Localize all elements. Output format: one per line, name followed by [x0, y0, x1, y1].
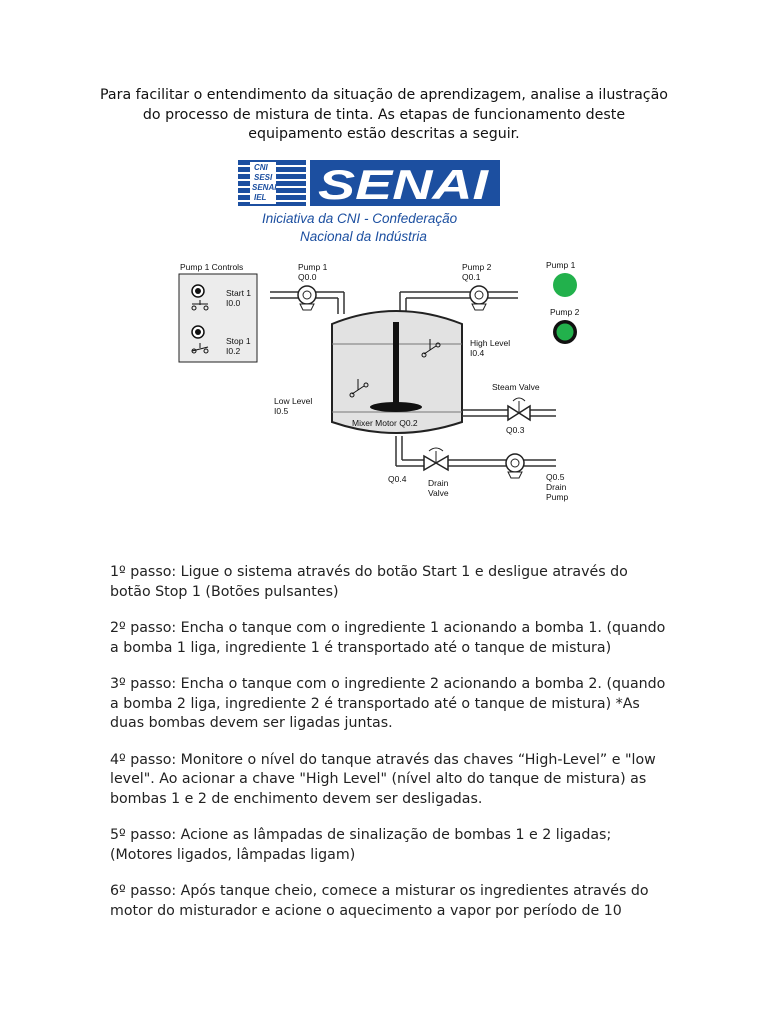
stop1-address: I0.2: [226, 346, 241, 356]
step-1: 1º passo: Ligue o sistema através do botão Start 1 e desligue através do botão Stop 1 (Botões pulsantes): [110, 564, 628, 600]
low-level-label: Low Level: [274, 396, 313, 406]
lamp-pump2-label: Pump 2: [550, 307, 580, 317]
pump1-indicator-lamp: [553, 273, 577, 297]
drain-pump-symbol: [506, 454, 524, 478]
stop1-button[interactable]: [192, 326, 204, 338]
start1-address: I0.0: [226, 298, 241, 308]
intro-paragraph: Para facilitar o entendimento da situação de aprendizagem, analise a ilustração do processo de mistura de tinta. As etapas de funcionamento deste equipamento estão descritas a seguir.: [100, 87, 668, 142]
steam-valve-symbol: [508, 398, 530, 420]
drain-valve-address: Q0.4: [388, 474, 407, 484]
logo-sesi: SESI: [254, 173, 273, 182]
drain-pump-label-2: Pump: [546, 492, 569, 502]
pump1-address: Q0.0: [298, 272, 317, 282]
logo-senai-small: SENAI: [252, 183, 277, 192]
stop1-label: Stop 1: [226, 336, 251, 346]
logo-iel: IEL: [254, 193, 267, 202]
senai-logo: [238, 158, 500, 244]
mixer-shaft: [393, 322, 399, 406]
drain-piping: [396, 436, 556, 466]
pump1-symbol: [298, 286, 316, 310]
pump2-address: Q0.1: [462, 272, 481, 282]
high-level-label: High Level: [470, 338, 511, 348]
pump2-symbol: [470, 286, 488, 310]
mixer-impeller: [370, 402, 422, 412]
pump2-indicator-lamp: [557, 324, 574, 341]
start1-button[interactable]: [192, 285, 204, 297]
logo-cni: CNI: [254, 163, 268, 172]
drain-pump-label-1: Drain: [546, 482, 567, 492]
step-5: 5º passo: Acione as lâmpadas de sinalização de bombas 1 e 2 ligadas; (Motores ligados, lâmpadas ligam): [110, 827, 612, 863]
pump2-label: Pump 2: [462, 262, 492, 272]
drain-valve-label-2: Valve: [428, 488, 449, 498]
logo-tagline-1: Iniciativa da CNI - Confederação: [262, 211, 458, 226]
steps-list: [110, 563, 670, 938]
step-6: 6º passo: Após tanque cheio, comece a misturar os ingredientes através do motor do misturador e acione o aquecimento a vapor por período de 10: [110, 883, 649, 919]
pump1-label: Pump 1: [298, 262, 328, 272]
low-level-address: I0.5: [274, 406, 289, 416]
drain-valve-symbol: [424, 448, 448, 470]
logo-tagline-2: Nacional da Indústria: [300, 229, 427, 244]
step-3: 3º passo: Encha o tanque com o ingrediente 2 acionando a bomba 2. (quando a bomba 2 liga, ingrediente 2 é transportado até o tanque de mistura) *As duas bombas devem ser ligadas juntas.: [110, 676, 666, 731]
start1-label: Start 1: [226, 288, 252, 298]
drain-pump-address: Q0.5: [546, 472, 565, 482]
step-2: 2º passo: Encha o tanque com o ingrediente 1 acionando a bomba 1. (quando a bomba 1 liga, ingrediente 1 é transportado até o tanque de mistura): [110, 620, 666, 656]
high-level-address: I0.4: [470, 348, 485, 358]
steam-valve-address: Q0.3: [506, 425, 525, 435]
step-4: 4º passo: Monitore o nível do tanque através das chaves “High-Level” e "low level". Ao acionar a chave "High Level" (nível alto do tanque de mistura) as bombas 1 e 2 de enchimento devem ser desligadas.: [110, 751, 656, 807]
steam-valve-label: Steam Valve: [492, 382, 540, 392]
lamp-pump1-label: Pump 1: [546, 260, 576, 270]
mixer-motor-label: Mixer Motor Q0.2: [352, 418, 418, 428]
logo-wordmark: SENAI: [318, 161, 490, 208]
drain-valve-label-1: Drain: [428, 478, 449, 488]
mixing-process-diagram: [174, 254, 594, 506]
pump1-controls-label: Pump 1 Controls: [180, 262, 244, 272]
